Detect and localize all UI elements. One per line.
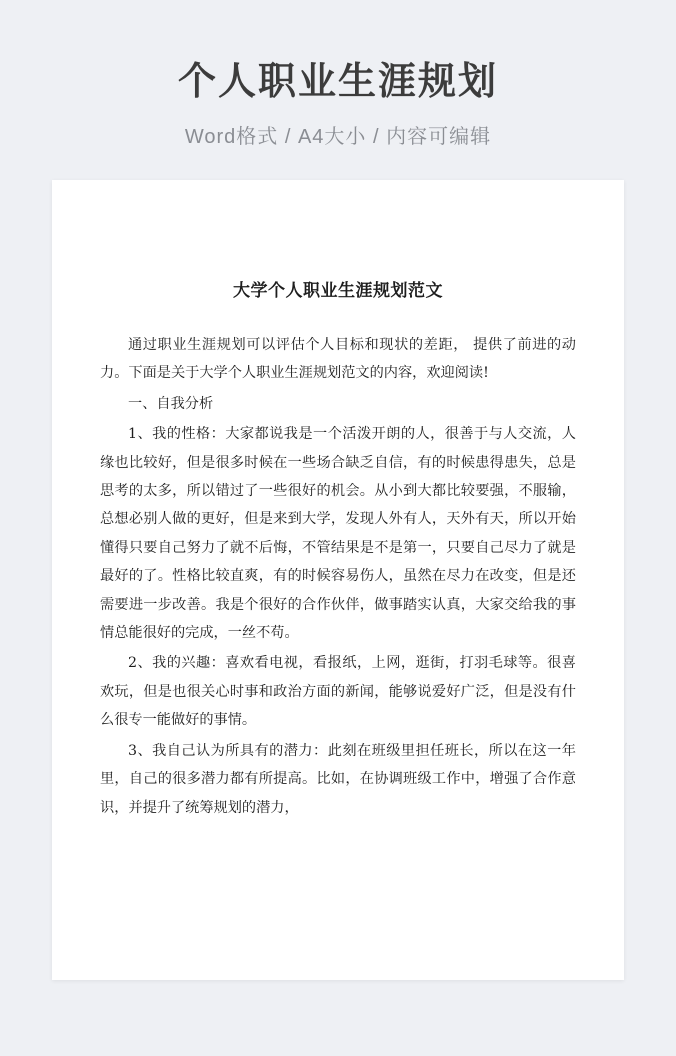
poster-header bbox=[0, 0, 676, 149]
document-paragraph: 通过职业生涯规划可以评估个人目标和现状的差距， 提供了前进的动力。下面是关于大学个人职业生涯规划范文的内容，欢迎阅读! bbox=[100, 337, 576, 382]
document-paragraph: 3、我自己认为所具有的潜力：此刻在班级里担任班长，所以在这一年里，自己的很多潜力都有所提高。比如，在协调班级工作中，增强了合作意识，并提升了统筹规划的潜力， bbox=[100, 742, 576, 816]
document-sheet bbox=[52, 180, 624, 980]
document-paragraph: 2、我的兴趣：喜欢看电视，看报纸，上网，逛街，打羽毛球等。很喜欢玩，但是也很关心时事和政治方面的新闻，能够说爱好广泛，但是没有什么很专一能做好的事情。 bbox=[100, 655, 576, 729]
document-paragraph: 1、我的性格：大家都说我是一个活泼开朗的人，很善于与人交流，人缘也比较好，但是很多时候在一些场合缺乏自信，有的时候患得患失，总是思考的太多，所以错过了一些很好的机会。从小到大都比较要强，不服输，总想必别人做的更好，但是来到大学，发现人外有人，天外有天，所以开始懂得只要自己努力了就不后悔，不管结果是不是第一，只要自己尽力了就是最好的了。性格比较直爽，有的时候容易伤人，虽然在尽力在改变，但是还需要进一步改善。我是个很好的合作伙伴，做事踏实认真，大家交给我的事情总能很好的完成，一丝不苟。 bbox=[100, 426, 576, 642]
document-paragraph: 一、自我分析 bbox=[128, 395, 214, 412]
page-subtitle: Word格式 / A4大小 / 内容可编辑 bbox=[184, 125, 492, 148]
document-title: 大学个人职业生涯规划范文 bbox=[233, 281, 443, 301]
sheet-bottom-fade bbox=[52, 940, 624, 980]
page-title: 个人职业生涯规划 bbox=[177, 61, 498, 103]
